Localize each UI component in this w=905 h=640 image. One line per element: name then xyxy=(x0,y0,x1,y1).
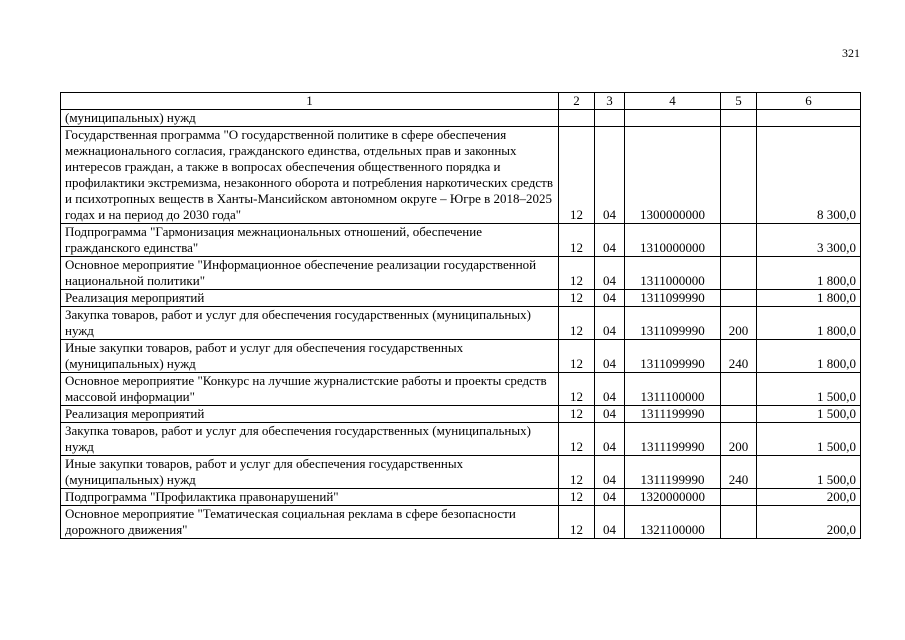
row-expense-type: 240 xyxy=(721,456,757,489)
row-section: 12 xyxy=(559,406,595,423)
row-name: Государственная программа "О государственной политике в сфере обеспечения межнационального согласия, гражданского единства, отдельных прав и законных интересов граждан, а также в вопросах обеспечения общественного порядка и профилактики экстремизма, незаконного оборота и потребления наркотических средств и психотропных веществ в Ханты-Мансийском автономном округе – Югре в 2018–2025 годах и на период до 2030 года" xyxy=(61,127,559,224)
row-expense-type xyxy=(721,290,757,307)
row-section: 12 xyxy=(559,456,595,489)
table-row xyxy=(61,307,861,340)
row-name: Основное мероприятие "Тематическая социальная реклама в сфере безопасности дорожного движения" xyxy=(61,506,559,539)
row-target-code: 1311199990 xyxy=(625,456,721,489)
row-section: 12 xyxy=(559,290,595,307)
row-target-code xyxy=(625,110,721,127)
row-subsection: 04 xyxy=(595,127,625,224)
row-target-code: 1300000000 xyxy=(625,127,721,224)
row-subsection: 04 xyxy=(595,456,625,489)
table-row xyxy=(61,290,861,307)
table-row xyxy=(61,506,861,539)
row-sum: 1 800,0 xyxy=(757,340,861,373)
row-sum xyxy=(757,110,861,127)
row-expense-type: 240 xyxy=(721,340,757,373)
table-row xyxy=(61,406,861,423)
row-sum: 1 500,0 xyxy=(757,423,861,456)
row-target-code: 1311199990 xyxy=(625,406,721,423)
row-name: Подпрограмма "Гармонизация межнациональных отношений, обеспечение гражданского единства" xyxy=(61,224,559,257)
table-row xyxy=(61,489,861,506)
row-expense-type xyxy=(721,257,757,290)
row-expense-type xyxy=(721,406,757,423)
row-expense-type xyxy=(721,373,757,406)
row-section: 12 xyxy=(559,224,595,257)
header-col-4: 4 xyxy=(625,93,721,110)
table-row xyxy=(61,373,861,406)
row-section xyxy=(559,110,595,127)
row-subsection: 04 xyxy=(595,406,625,423)
header-row xyxy=(61,93,861,110)
header-col-6: 6 xyxy=(757,93,861,110)
row-sum: 1 500,0 xyxy=(757,373,861,406)
row-expense-type xyxy=(721,224,757,257)
row-sum: 200,0 xyxy=(757,506,861,539)
row-section: 12 xyxy=(559,307,595,340)
row-sum: 3 300,0 xyxy=(757,224,861,257)
row-subsection: 04 xyxy=(595,373,625,406)
row-target-code: 1311099990 xyxy=(625,307,721,340)
row-subsection: 04 xyxy=(595,257,625,290)
row-subsection xyxy=(595,110,625,127)
row-expense-type xyxy=(721,506,757,539)
table-row xyxy=(61,110,861,127)
row-name: Подпрограмма "Профилактика правонарушений" xyxy=(61,489,559,506)
row-sum: 1 800,0 xyxy=(757,290,861,307)
table-row xyxy=(61,340,861,373)
row-target-code: 1311099990 xyxy=(625,340,721,373)
row-target-code: 1310000000 xyxy=(625,224,721,257)
row-subsection: 04 xyxy=(595,489,625,506)
row-name: Основное мероприятие "Конкурс на лучшие журналистские работы и проекты средств массовой информации" xyxy=(61,373,559,406)
row-subsection: 04 xyxy=(595,307,625,340)
row-subsection: 04 xyxy=(595,224,625,257)
row-target-code: 1320000000 xyxy=(625,489,721,506)
row-name: Иные закупки товаров, работ и услуг для обеспечения государственных (муниципальных) нужд xyxy=(61,340,559,373)
row-section: 12 xyxy=(559,257,595,290)
header-col-5: 5 xyxy=(721,93,757,110)
row-section: 12 xyxy=(559,127,595,224)
table-row xyxy=(61,224,861,257)
row-target-code: 1311199990 xyxy=(625,423,721,456)
row-expense-type xyxy=(721,110,757,127)
page-number: 321 xyxy=(842,46,860,60)
row-name: Закупка товаров, работ и услуг для обеспечения государственных (муниципальных) нужд xyxy=(61,423,559,456)
table-row xyxy=(61,127,861,224)
row-subsection: 04 xyxy=(595,506,625,539)
row-expense-type xyxy=(721,489,757,506)
row-section: 12 xyxy=(559,423,595,456)
row-name: Иные закупки товаров, работ и услуг для обеспечения государственных (муниципальных) нужд xyxy=(61,456,559,489)
row-target-code: 1311099990 xyxy=(625,290,721,307)
row-name: Основное мероприятие "Информационное обеспечение реализации государственной национальной политики" xyxy=(61,257,559,290)
row-expense-type: 200 xyxy=(721,307,757,340)
row-subsection: 04 xyxy=(595,290,625,307)
row-sum: 1 800,0 xyxy=(757,307,861,340)
row-expense-type: 200 xyxy=(721,423,757,456)
budget-table xyxy=(60,92,861,539)
row-target-code: 1311000000 xyxy=(625,257,721,290)
row-section: 12 xyxy=(559,489,595,506)
row-subsection: 04 xyxy=(595,423,625,456)
row-target-code: 1311100000 xyxy=(625,373,721,406)
header-col-1: 1 xyxy=(61,93,559,110)
table-row xyxy=(61,456,861,489)
header-col-3: 3 xyxy=(595,93,625,110)
row-section: 12 xyxy=(559,373,595,406)
header-col-2: 2 xyxy=(559,93,595,110)
table-body xyxy=(61,110,861,539)
row-name: Реализация мероприятий xyxy=(61,290,559,307)
row-name: Реализация мероприятий xyxy=(61,406,559,423)
row-sum: 1 500,0 xyxy=(757,406,861,423)
table-row xyxy=(61,423,861,456)
row-target-code: 1321100000 xyxy=(625,506,721,539)
row-name: (муниципальных) нужд xyxy=(61,110,559,127)
row-sum: 1 800,0 xyxy=(757,257,861,290)
row-sum: 1 500,0 xyxy=(757,456,861,489)
row-name: Закупка товаров, работ и услуг для обеспечения государственных (муниципальных) нужд xyxy=(61,307,559,340)
row-expense-type xyxy=(721,127,757,224)
row-subsection: 04 xyxy=(595,340,625,373)
row-section: 12 xyxy=(559,340,595,373)
row-sum: 8 300,0 xyxy=(757,127,861,224)
table-row xyxy=(61,257,861,290)
row-sum: 200,0 xyxy=(757,489,861,506)
row-section: 12 xyxy=(559,506,595,539)
